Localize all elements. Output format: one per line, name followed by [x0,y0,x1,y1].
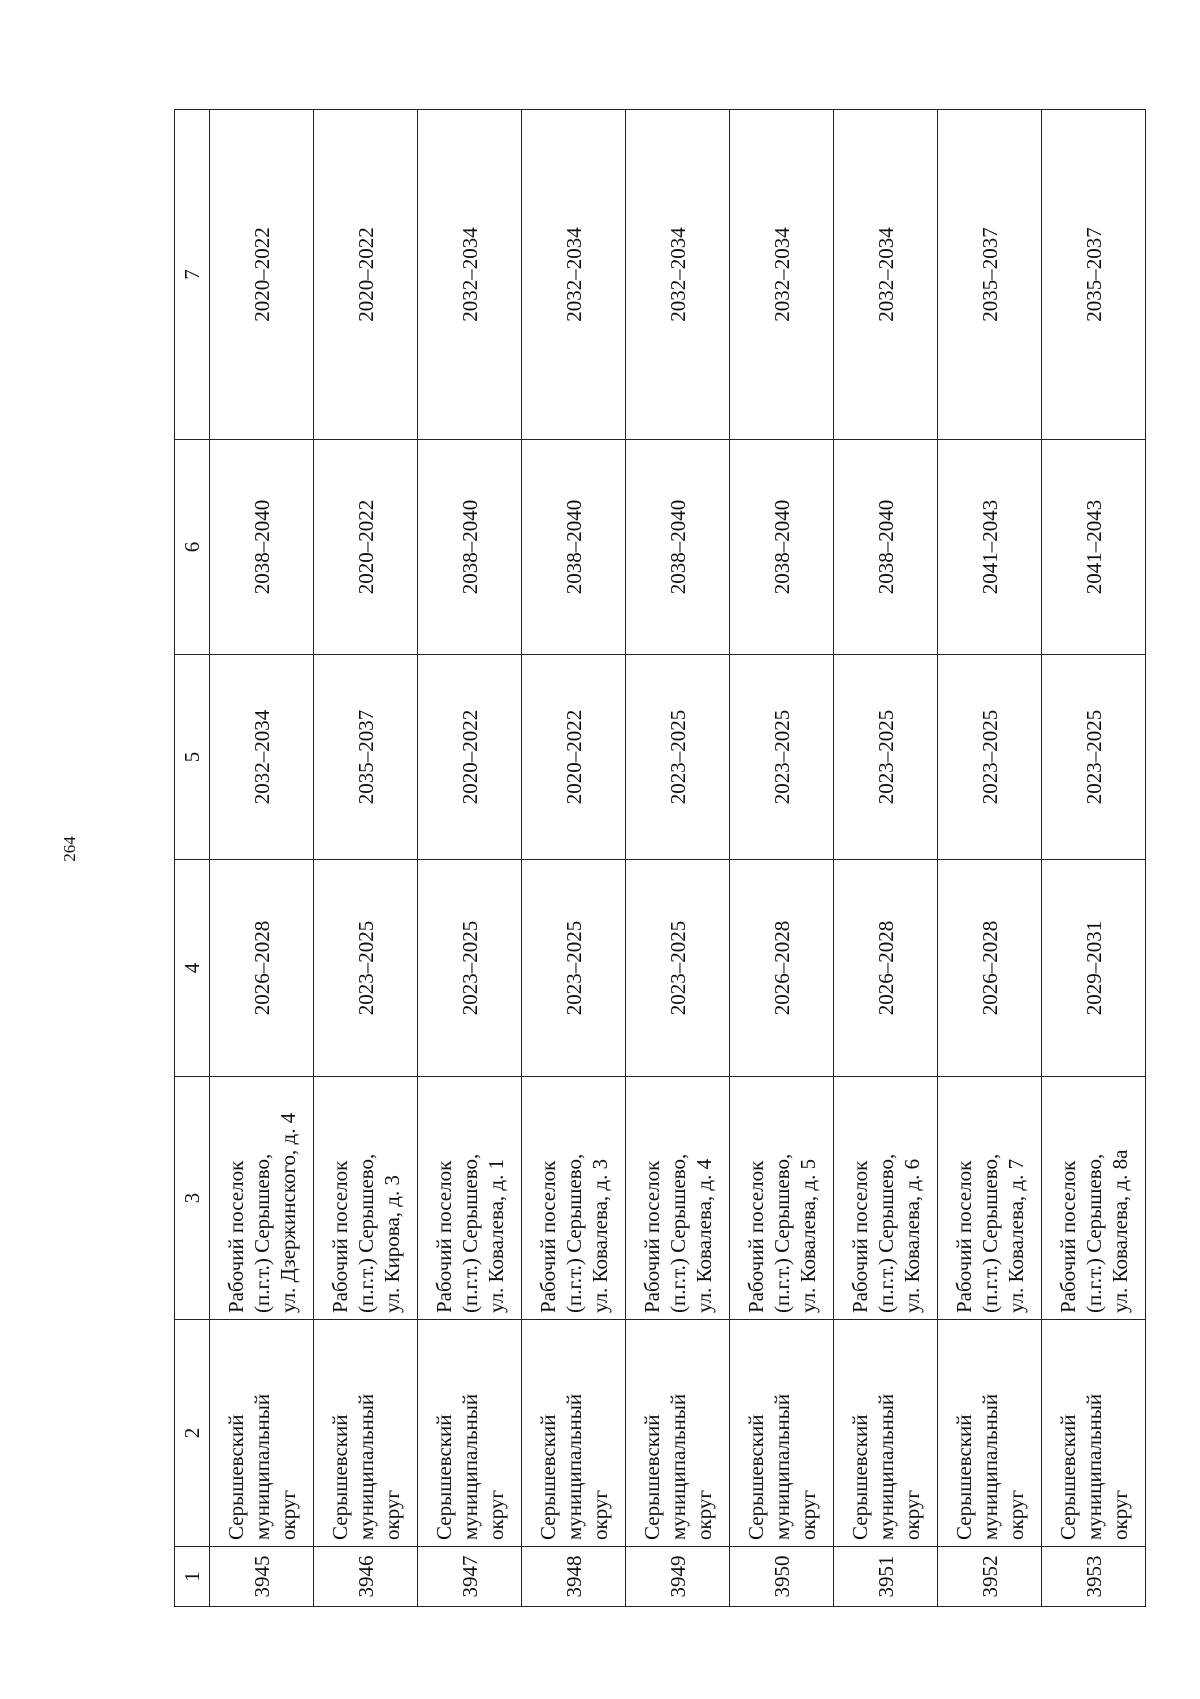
period-cell-4: 2023–2025 [522,860,626,1077]
address-cell: Рабочий поселок (п.г.т.) Серышево, ул. Ковалева, д. 1 [418,1077,522,1320]
header-cell-5: 5 [175,655,210,860]
header-cell-1: 1 [175,1547,210,1607]
header-cell-4: 4 [175,860,210,1077]
row-number: 3951 [834,1547,938,1607]
district-cell: Серышевский муниципальный округ [210,1320,314,1547]
period-cell-4: 2026–2028 [938,860,1042,1077]
table-row [938,110,1042,1607]
period-cell-7: 2032–2034 [626,110,730,440]
table-row [834,110,938,1607]
period-cell-6: 2038–2040 [210,440,314,655]
period-cell-5: 2020–2022 [522,655,626,860]
schedule-table [174,109,1146,1607]
row-number: 3948 [522,1547,626,1607]
period-cell-4: 2026–2028 [730,860,834,1077]
period-cell-5: 2023–2025 [730,655,834,860]
period-cell-6: 2038–2040 [522,440,626,655]
address-cell: Рабочий поселок (п.г.т.) Серышево, ул. Ковалева, д. 5 [730,1077,834,1320]
row-number: 3946 [314,1547,418,1607]
period-cell-7: 2032–2034 [730,110,834,440]
period-cell-7: 2035–2037 [1042,110,1146,440]
period-cell-7: 2020–2022 [210,110,314,440]
row-number: 3949 [626,1547,730,1607]
table-row [1042,110,1146,1607]
period-cell-6: 2038–2040 [730,440,834,655]
period-cell-5: 2032–2034 [210,655,314,860]
period-cell-7: 2032–2034 [522,110,626,440]
row-number: 3947 [418,1547,522,1607]
district-cell: Серышевский муниципальный округ [626,1320,730,1547]
period-cell-6: 2020–2022 [314,440,418,655]
period-cell-5: 2035–2037 [314,655,418,860]
page-number: 264 [60,836,79,862]
address-cell: Рабочий поселок (п.г.т.) Серышево, ул. Ковалева, д. 3 [522,1077,626,1320]
header-cell-3: 3 [175,1077,210,1320]
address-cell: Рабочий поселок (п.г.т.) Серышево, ул. Дзержинского, д. 4 [210,1077,314,1320]
period-cell-6: 2041–2043 [938,440,1042,655]
period-cell-4: 2026–2028 [210,860,314,1077]
table-row [626,110,730,1607]
period-cell-6: 2038–2040 [834,440,938,655]
address-cell: Рабочий поселок (п.г.т.) Серышево, ул. Ковалева, д. 4 [626,1077,730,1320]
address-cell: Рабочий поселок (п.г.т.) Серышево, ул. Ковалева, д. 6 [834,1077,938,1320]
district-cell: Серышевский муниципальный округ [1042,1320,1146,1547]
address-cell: Рабочий поселок (п.г.т.) Серышево, ул. Ковалева, д. 8а [1042,1077,1146,1320]
district-cell: Серышевский муниципальный округ [418,1320,522,1547]
table-row [314,110,418,1607]
period-cell-5: 2023–2025 [1042,655,1146,860]
row-number: 3950 [730,1547,834,1607]
district-cell: Серышевский муниципальный округ [834,1320,938,1547]
address-cell: Рабочий поселок (п.г.т.) Серышево, ул. Ковалева, д. 7 [938,1077,1042,1320]
period-cell-7: 2035–2037 [938,110,1042,440]
district-cell: Серышевский муниципальный округ [938,1320,1042,1547]
table-row [210,110,314,1607]
period-cell-6: 2038–2040 [626,440,730,655]
period-cell-4: 2029–2031 [1042,860,1146,1077]
row-number: 3953 [1042,1547,1146,1607]
period-cell-4: 2023–2025 [418,860,522,1077]
rotated-table-container [174,110,1146,1607]
district-cell: Серышевский муниципальный округ [314,1320,418,1547]
period-cell-7: 2020–2022 [314,110,418,440]
period-cell-4: 2026–2028 [834,860,938,1077]
address-cell: Рабочий поселок (п.г.т.) Серышево, ул. Кирова, д. 3 [314,1077,418,1320]
header-cell-6: 6 [175,440,210,655]
period-cell-4: 2023–2025 [626,860,730,1077]
table-row [730,110,834,1607]
row-number: 3952 [938,1547,1042,1607]
table-body [175,110,1146,1607]
header-row [175,110,210,1607]
row-number: 3945 [210,1547,314,1607]
period-cell-6: 2038–2040 [418,440,522,655]
district-cell: Серышевский муниципальный округ [522,1320,626,1547]
table-row [418,110,522,1607]
period-cell-7: 2032–2034 [418,110,522,440]
district-cell: Серышевский муниципальный округ [730,1320,834,1547]
header-cell-2: 2 [175,1320,210,1547]
table-row [522,110,626,1607]
header-cell-7: 7 [175,110,210,440]
period-cell-5: 2020–2022 [418,655,522,860]
period-cell-5: 2023–2025 [626,655,730,860]
period-cell-5: 2023–2025 [938,655,1042,860]
period-cell-4: 2023–2025 [314,860,418,1077]
period-cell-6: 2041–2043 [1042,440,1146,655]
period-cell-5: 2023–2025 [834,655,938,860]
period-cell-7: 2032–2034 [834,110,938,440]
